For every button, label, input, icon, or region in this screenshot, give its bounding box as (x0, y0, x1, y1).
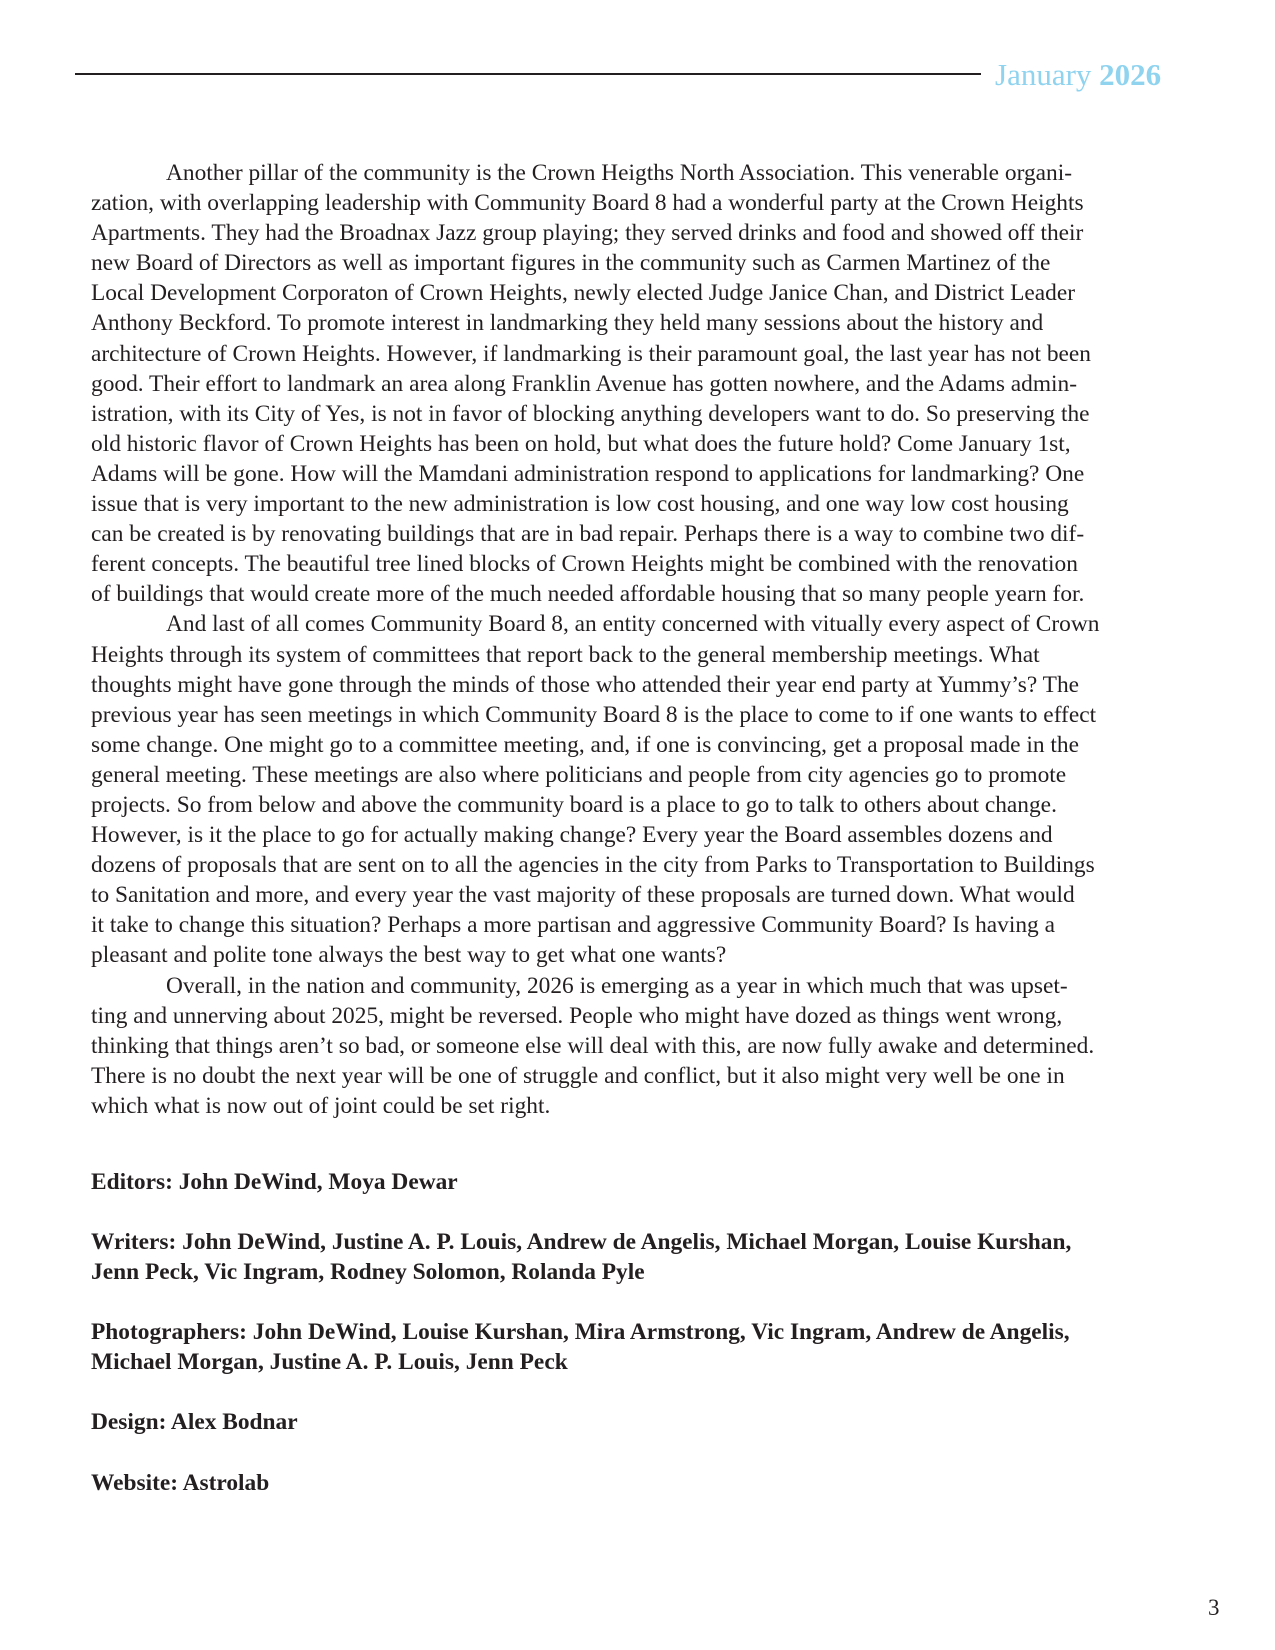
paragraph-2-line: projects. So from below and above the community board is a place to go to talk to others about change. (91, 791, 1057, 818)
credits-writers-line: Writers: John DeWind, Justine A. P. Louis, Andrew de Angelis, Michael Morgan, Louise Kurshan, (91, 1229, 1072, 1256)
paragraph-2-line: thoughts might have gone through the minds of those who attended their year end party at Yummy’s? The (91, 671, 1080, 698)
issue-date (995, 55, 1161, 95)
newsletter-credits (91, 1167, 1191, 1528)
paragraph-2-line: However, is it the place to go for actually making change? Every year the Board assembles dozens and (91, 822, 1053, 849)
paragraph-2-line: general meeting. These meetings are also where politicians and people from city agencies go to promote (91, 761, 1067, 788)
paragraph-1-line: old historic flavor of Crown Heights has been on hold, but what does the future hold? Come January 1st, (91, 430, 1071, 457)
paragraph-1-line: istration, with its City of Yes, is not in favor of blocking anything developers want to do. So preserving the (91, 400, 1090, 427)
credits-design (91, 1407, 1191, 1437)
credits-writers-line: Jenn Peck, Vic Ingram, Rodney Solomon, Rolanda Pyle (91, 1259, 645, 1286)
paragraph-1-line: Anthony Beckford. To promote interest in landmarking they held many sessions about the history and (91, 310, 1044, 337)
credits-design-line: Design: Alex Bodnar (91, 1409, 298, 1436)
paragraph-2-line: dozens of proposals that are sent on to all the agencies in the city from Parks to Transportation to Buildings (91, 852, 1095, 879)
paragraph-3-line: ting and unnerving about 2025, might be reversed. People who might have dozed as things went wrong, (91, 1002, 1063, 1029)
credits-photographers-line: Photographers: John DeWind, Louise Kurshan, Mira Armstrong, Vic Ingram, Andrew de Angelis, (91, 1319, 1070, 1346)
paragraph-1-line: new Board of Directors as well as important figures in the community such as Carmen Martinez of the (91, 250, 1051, 277)
header-rule (75, 73, 981, 75)
paragraph-1-line: of buildings that would create more of the much needed affordable housing that so many people yearn for. (91, 581, 1085, 608)
paragraph-2-line: previous year has seen meetings in which Community Board 8 is the place to come to if one wants to effect (91, 701, 1097, 728)
paragraph-3-line: thinking that things aren’t so bad, or someone else will deal with this, are now fully awake and determined. (91, 1032, 1095, 1059)
paragraph-2-line: to Sanitation and more, and every year the vast majority of these proposals are turned down. What would (91, 882, 1075, 909)
credits-editors-line: Editors: John DeWind, Moya Dewar (91, 1169, 458, 1195)
paragraph-2-line: Heights through its system of committees that report back to the general membership meetings. What (91, 641, 1040, 668)
paragraph-3-line: There is no doubt the next year will be one of struggle and conflict, but it also might very well be one in (91, 1062, 1065, 1089)
credits-editors (91, 1167, 1191, 1197)
issue-month: January (995, 57, 1092, 92)
paragraph-2-line: And last of all comes Community Board 8, an entity concerned with vitually every aspect of Crown (166, 611, 1100, 638)
paragraph-2-line: it take to change this situation? Perhaps a more partisan and aggressive Community Board? Is having a (91, 912, 1055, 939)
issue-year: 2026 (1099, 57, 1162, 92)
credits-photographers-line: Michael Morgan, Justine A. P. Louis, Jenn Peck (91, 1349, 568, 1376)
credits-writers (91, 1227, 1191, 1287)
article-body (91, 158, 1171, 1121)
paragraph-1-line: issue that is very important to the new administration is low cost housing, and one way low cost housing (91, 491, 1069, 518)
page-number: 3 (1208, 1595, 1220, 1620)
paragraph-3-line: which what is now out of joint could be set right. (91, 1092, 551, 1119)
credits-website (91, 1468, 1191, 1498)
paragraph-1-line: ferent concepts. The beautiful tree lined blocks of Crown Heights might be combined with the renovation (91, 551, 1078, 578)
paragraph-1-line: Apartments. They had the Broadnax Jazz group playing; they served drinks and food and showed off their (91, 220, 1084, 247)
paragraph-1-line: can be created is by renovating buildings that are in bad repair. Perhaps there is a way to combine two dif- (91, 521, 1085, 548)
paragraph-2-line: some change. One might go to a committee meeting, and, if one is convincing, get a proposal made in the (91, 731, 1079, 758)
paragraph-3-line: Overall, in the nation and community, 2026 is emerging as a year in which much that was upset- (166, 972, 1068, 999)
paragraph-1-line: good. Their effort to landmark an area along Franklin Avenue has gotten nowhere, and the Adams admin- (91, 370, 1078, 397)
paragraph-1-line: Another pillar of the community is the Crown Heigths North Association. This venerable organi- (166, 160, 1073, 186)
paragraph-1-line: Adams will be gone. How will the Mamdani administration respond to applications for landmarking? One (91, 460, 1085, 487)
credits-photographers (91, 1317, 1191, 1377)
paragraph-1-line: zation, with overlapping leadership with Community Board 8 had a wonderful party at the Crown Heights (91, 190, 1084, 217)
paragraph-2-line: pleasant and polite tone always the best way to get what one wants? (91, 942, 727, 969)
credits-website-line: Website: Astrolab (91, 1469, 270, 1496)
paragraph-1-line: Local Development Corporaton of Crown Heights, newly elected Judge Janice Chan, and District Leader (91, 280, 1076, 307)
paragraph-1-line: architecture of Crown Heights. However, if landmarking is their paramount goal, the last year has not been (91, 340, 1091, 367)
